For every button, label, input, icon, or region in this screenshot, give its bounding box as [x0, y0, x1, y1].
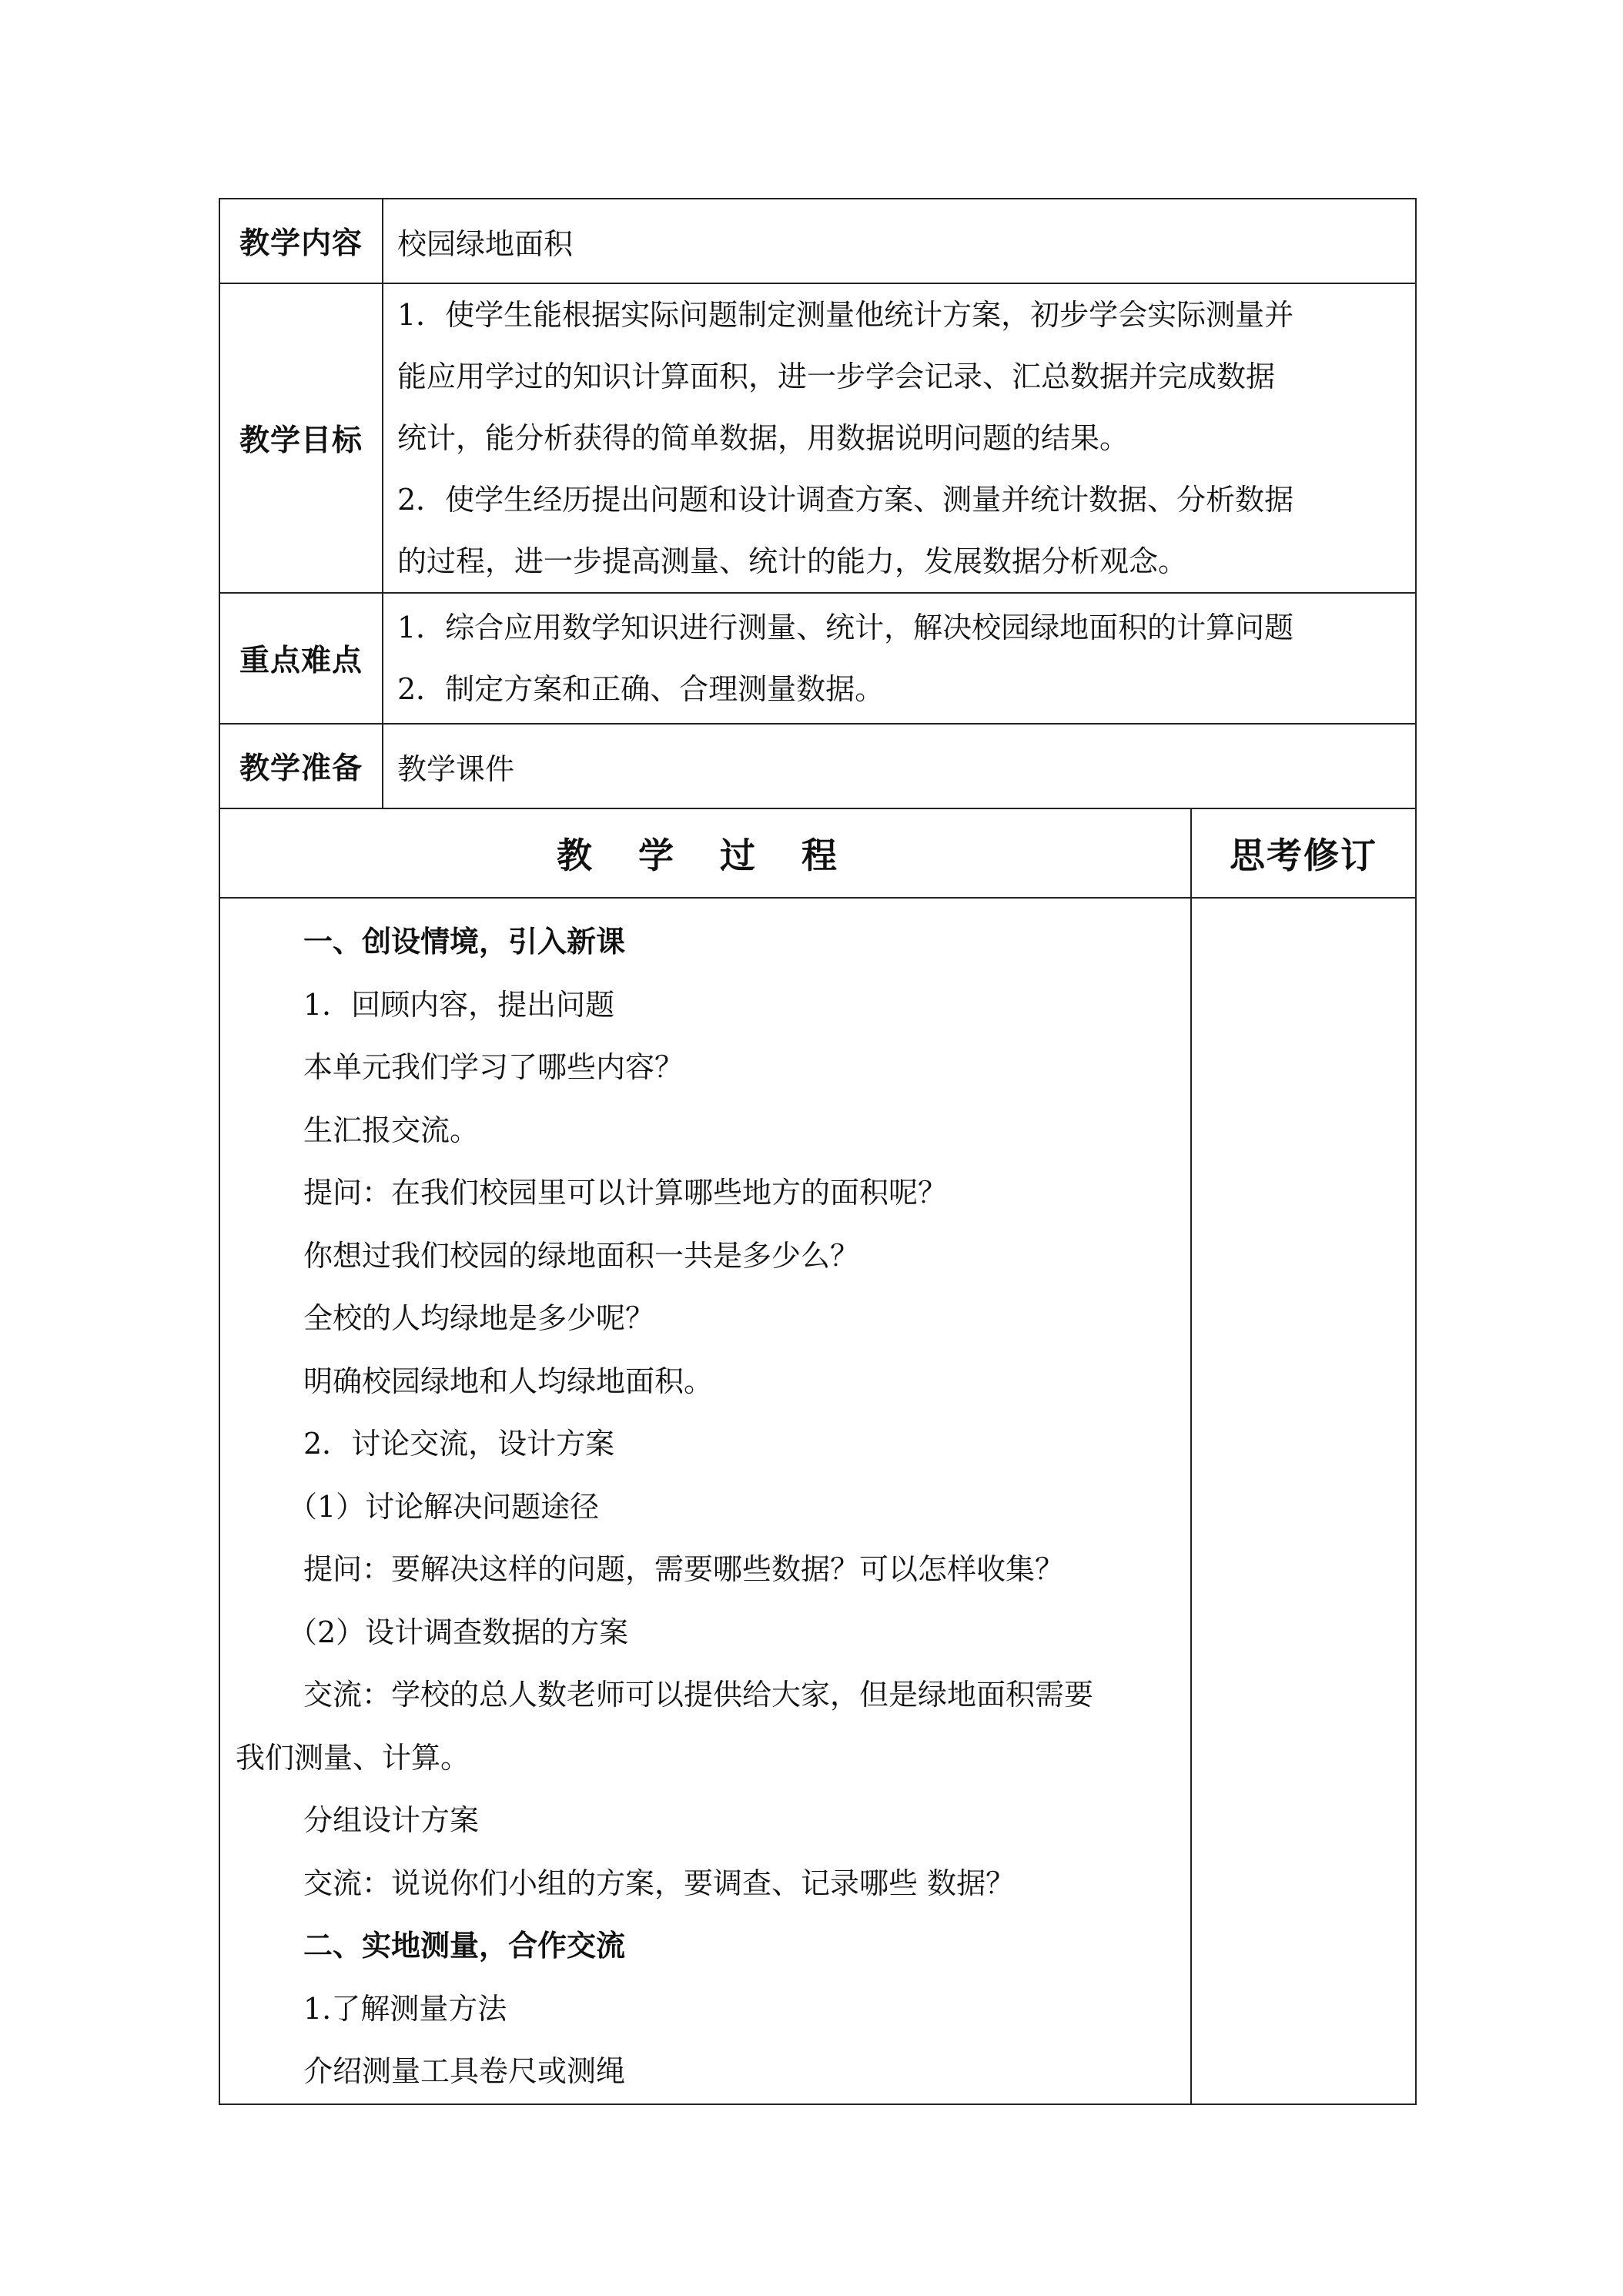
process-line: 提问：要解决这样的问题，需要哪些数据？可以怎样收集？ — [303, 1552, 1065, 1586]
value-teaching-goal — [383, 283, 1416, 593]
row-preparation — [219, 724, 1416, 808]
value-key-points — [383, 593, 1416, 724]
process-line: 1．回顾内容，提出问题 — [303, 987, 615, 1022]
label-preparation: 教学准备 — [219, 724, 383, 808]
label-teaching-content: 教学内容 — [219, 199, 383, 283]
key-point-line: 2．制定方案和正确、合理测量数据。 — [397, 672, 885, 706]
value-preparation: 教学课件 — [383, 724, 1416, 808]
goal-line: 能应用学过的知识计算面积，进一步学会记录、汇总数据并完成数据 — [397, 360, 1276, 393]
process-line: 全校的人均绿地是多少呢？ — [303, 1301, 655, 1335]
process-line: 明确校园绿地和人均绿地面积。 — [303, 1364, 714, 1398]
label-key-points: 重点难点 — [219, 593, 383, 724]
process-line: 本单元我们学习了哪些内容？ — [303, 1050, 684, 1084]
row-process-body — [219, 898, 1416, 2104]
process-line: （1）讨论解决问题途径 — [288, 1489, 600, 1524]
lesson-plan-table — [219, 198, 1417, 2105]
row-key-points — [219, 593, 1416, 724]
row-process-header — [219, 808, 1416, 898]
process-line: 交流：说说你们小组的方案，要调查、记录哪些 数据？ — [303, 1866, 1016, 1900]
process-header: 教 学 过 程 — [219, 808, 1191, 898]
label-teaching-goal: 教学目标 — [219, 283, 383, 593]
goal-line: 统计，能分析获得的简单数据，用数据说明问题的结果。 — [397, 421, 1129, 455]
process-line: 介绍测量工具卷尺或测绳 — [303, 2054, 626, 2088]
process-line: 分组设计方案 — [303, 1803, 480, 1837]
goal-line: 1．使学生能根据实际问题制定测量他统计方案，初步学会实际测量并 — [397, 298, 1294, 332]
process-line: 我们测量、计算。 — [236, 1740, 470, 1775]
process-section-heading: 二、实地测量，合作交流 — [303, 1929, 626, 1963]
goal-line: 2．使学生经历提出问题和设计调查方案、测量并统计数据、分析数据 — [397, 483, 1294, 517]
process-line: 生汇报交流。 — [303, 1113, 480, 1147]
process-line: 交流：学校的总人数老师可以提供给大家，但是绿地面积需要 — [303, 1678, 1094, 1712]
value-teaching-content: 校园绿地面积 — [383, 199, 1416, 283]
process-line: （2）设计调查数据的方案 — [288, 1615, 629, 1649]
process-line: 你想过我们校园的绿地面积一共是多少么？ — [303, 1238, 860, 1273]
revision-notes-cell — [1191, 898, 1416, 2104]
process-line: 提问：在我们校园里可以计算哪些地方的面积呢？ — [303, 1176, 948, 1210]
process-body — [219, 898, 1191, 2104]
row-teaching-goal — [219, 283, 1416, 593]
key-point-line: 1．综合应用数学知识进行测量、统计，解决校园绿地面积的计算问题 — [397, 611, 1294, 644]
row-teaching-content — [219, 199, 1416, 283]
goal-line: 的过程，进一步提高测量、统计的能力，发展数据分析观念。 — [397, 544, 1188, 578]
process-line: 1.了解测量方法 — [303, 1991, 507, 2026]
process-section-heading: 一、创设情境，引入新课 — [303, 925, 626, 959]
process-line: 2．讨论交流，设计方案 — [303, 1427, 615, 1461]
revision-header: 思考修订 — [1191, 808, 1416, 898]
